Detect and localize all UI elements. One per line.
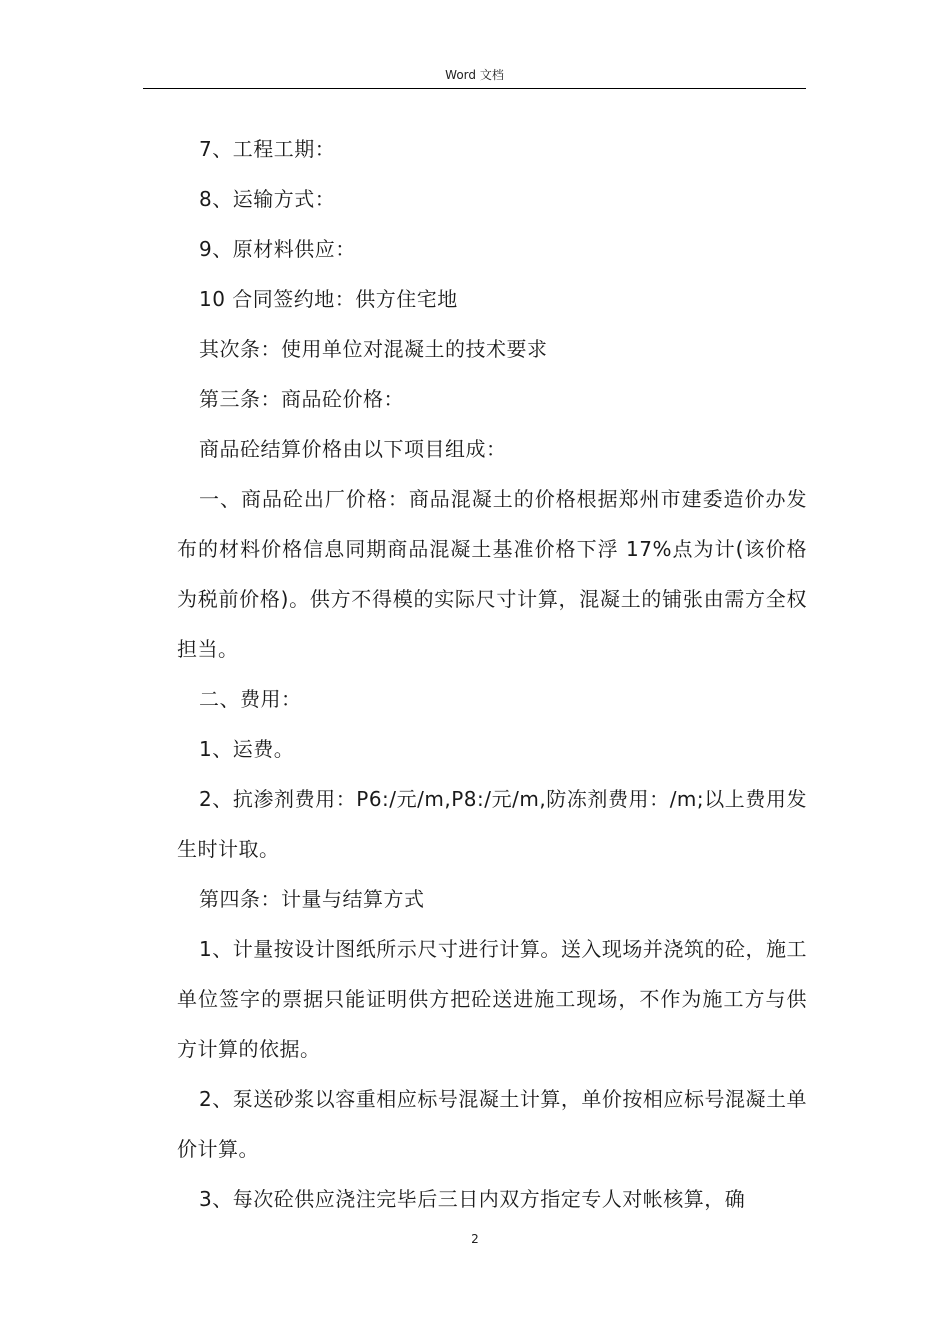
document-body (177, 124, 807, 1224)
paragraph-additive-fees: 2、抗渗剂费用：P6:/元/m,P8:/元/m,防冻剂费用：/m;以上费用发生时计取。 (177, 787, 807, 861)
paragraph-article-2: 其次条：使用单位对混凝土的技术要求 (199, 337, 548, 361)
paragraph-article-4: 第四条：计量与结算方式 (199, 887, 425, 911)
paragraph-item-8: 8、运输方式： (199, 187, 336, 211)
paragraph-item-10: 10 合同签约地：供方住宅地 (199, 287, 458, 311)
paragraph-freight: 1、运费。 (199, 737, 295, 761)
paragraph-pumped-mortar: 2、泵送砂浆以容重相应标号混凝土计算，单价按相应标号混凝土单价计算。 (177, 1087, 807, 1161)
page-header (143, 64, 806, 89)
paragraph-factory-price: 一、商品砼出厂价格：商品混凝土的价格根据郑州市建委造价办发布的材料价格信息同期商品混凝土基准价格下浮 17%点为计(该价格为税前价格)。供方不得模的实际尺寸计算，混凝土的铺张由需方全权担当。 (177, 487, 807, 661)
page-number: 2 (471, 1232, 479, 1246)
header-title: Word 文档 (445, 68, 504, 82)
paragraph-measurement: 1、计量按设计图纸所示尺寸进行计算。送入现场并浇筑的砼，施工单位签字的票据只能证明供方把砼送进施工现场，不作为施工方与供方计算的依据。 (177, 937, 807, 1061)
paragraph-article-3: 第三条：商品砼价格： (199, 387, 404, 411)
paragraph-fees-heading: 二、费用： (199, 687, 302, 711)
paragraph-reconciliation: 3、每次砼供应浇注完毕后三日内双方指定专人对帐核算，确 (199, 1187, 746, 1211)
paragraph-price-composition: 商品砼结算价格由以下项目组成： (199, 437, 507, 461)
paragraph-item-9: 9、原材料供应： (199, 237, 356, 261)
paragraph-item-7: 7、工程工期： (199, 137, 336, 161)
